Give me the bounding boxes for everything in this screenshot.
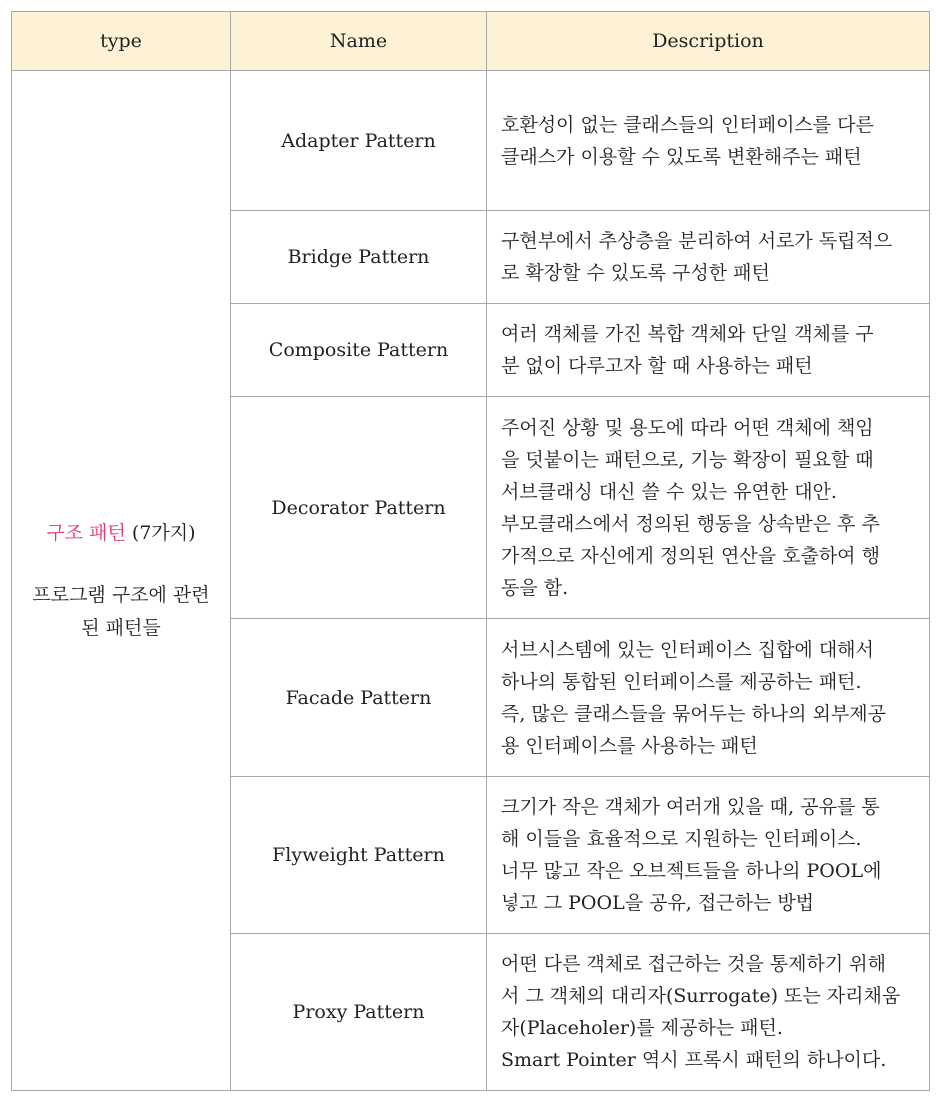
description-line: 을 덧붙이는 패턴으로, 기능 확장이 필요할 때 <box>501 448 874 471</box>
header-row <box>12 12 930 71</box>
description-line: 동을 함. <box>501 576 569 599</box>
description-line: 부모클래스에서 정의된 행동을 상속받은 후 추 <box>501 512 880 535</box>
type-desc-line-2: 된 패턴들 <box>81 616 161 639</box>
table-row <box>12 71 930 211</box>
pattern-name: Composite Pattern <box>231 304 487 397</box>
header-description: Description <box>487 12 930 71</box>
pattern-name: Proxy Pattern <box>231 934 487 1091</box>
type-cell <box>12 71 231 1091</box>
header-type: type <box>12 12 231 71</box>
description-line: 서 그 객체의 대리자(Surrogate) 또는 자리채움 <box>501 985 901 1007</box>
pattern-name: Facade Pattern <box>231 619 487 777</box>
description-line: 로 확장할 수 있도록 구성한 패턴 <box>501 262 770 284</box>
description-line: 즉, 많은 클래스들을 묶어두는 하나의 외부제공 <box>501 702 886 725</box>
description-line: 서브클래싱 대신 쓸 수 있는 유연한 대안. <box>501 480 837 503</box>
description-line: 자(Placeholer)를 제공하는 패턴. <box>501 1017 783 1039</box>
pattern-name: Flyweight Pattern <box>231 777 487 934</box>
pattern-description <box>487 304 930 397</box>
description-line: 해 이들을 효율적으로 지원하는 인터페이스. <box>501 828 862 850</box>
description-line: 분 없이 다루고자 할 때 사용하는 패턴 <box>501 355 813 377</box>
pattern-description <box>487 619 930 777</box>
pattern-description <box>487 934 930 1091</box>
header-name: Name <box>231 12 487 71</box>
type-highlight: 구조 패턴 <box>46 522 126 545</box>
design-pattern-table <box>11 11 930 1091</box>
type-count: (7가지) <box>125 522 196 545</box>
type-desc-line-1: 프로그램 구조에 관련 <box>32 584 210 607</box>
type-title <box>12 517 230 549</box>
description-line: 너무 많고 작은 오브젝트들을 하나의 POOL에 <box>501 860 882 882</box>
description-line: 여러 객체를 가진 복합 객체와 단일 객체를 구 <box>501 323 874 345</box>
description-line: 하나의 통합된 인터페이스를 제공하는 패턴. <box>501 670 862 693</box>
pattern-description <box>487 777 930 934</box>
description-line: 어떤 다른 객체로 접근하는 것을 통제하기 위해 <box>501 953 886 975</box>
description-line: Smart Pointer 역시 프록시 패턴의 하나이다. <box>501 1049 887 1071</box>
pattern-name: Adapter Pattern <box>231 71 487 211</box>
pattern-description <box>487 397 930 619</box>
description-line: 클래스가 이용할 수 있도록 변환해주는 패턴 <box>501 145 862 168</box>
description-line: 가적으로 자신에게 정의된 연산을 호출하여 행 <box>501 544 880 567</box>
description-line: 넣고 그 POOL을 공유, 접근하는 방법 <box>501 892 815 914</box>
description-line: 구현부에서 추상층을 분리하여 서로가 독립적으 <box>501 230 893 252</box>
pattern-name: Decorator Pattern <box>231 397 487 619</box>
description-line: 서브시스템에 있는 인터페이스 집합에 대해서 <box>501 638 874 661</box>
pattern-description <box>487 211 930 304</box>
description-line: 호환성이 없는 클래스들의 인터페이스를 다른 <box>501 113 874 136</box>
description-line: 용 인터페이스를 사용하는 패턴 <box>501 734 758 757</box>
pattern-description <box>487 71 930 211</box>
pattern-name: Bridge Pattern <box>231 211 487 304</box>
description-line: 크기가 작은 객체가 여러개 있을 때, 공유를 통 <box>501 796 880 818</box>
description-line: 주어진 상황 및 용도에 따라 어떤 객체에 책임 <box>501 416 874 439</box>
